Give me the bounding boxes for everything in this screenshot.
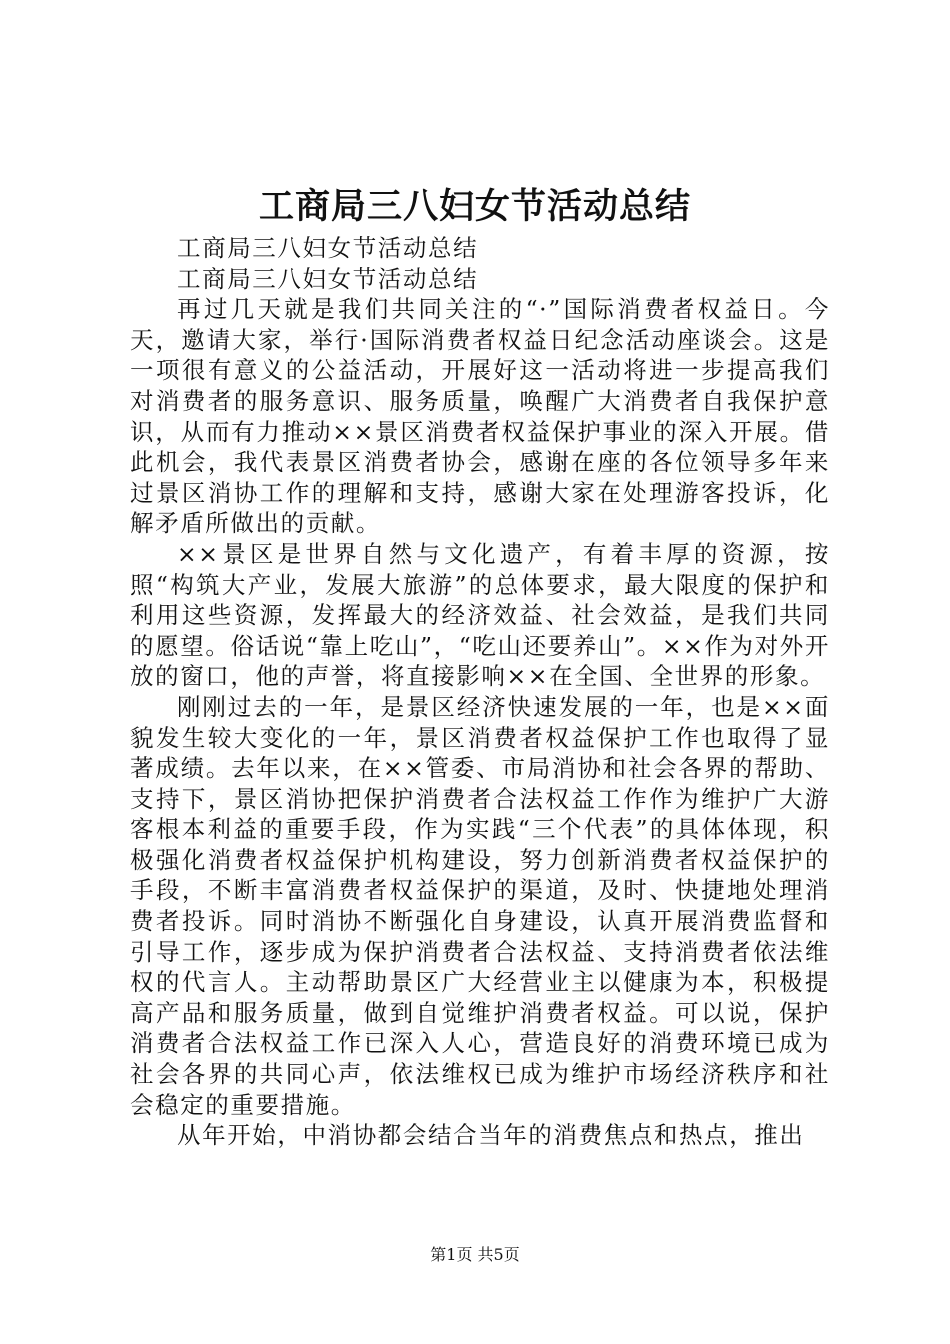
document-title: 工商局三八妇女节活动总结 — [258, 186, 691, 227]
paragraph-1: 再过几天就是我们共同关注的“·”国际消费者权益日。今天，邀请大家，举行·国际消费者权益日纪念活动座谈会。这是一项很有意义的公益活动，开展好这一活动将进一步提高我们对消费者的服务意识、服务质量，唤醒广大消费者自我保护意识，从而有力推动××景区消费者权益保护事业的深入开展。借此机会，我代表景区消费者协会，感谢在座的各位领导多年来过景区消协工作的理解和支持，感谢大家在处理游客投诉，化解矛盾所做出的贡献。 — [130, 295, 830, 538]
paragraph-3: 刚刚过去的一年，是景区经济快速发展的一年，也是××面貌发生较大变化的一年，景区消费者权益保护工作也取得了显著成绩。去年以来，在××管委、市局消协和社会各界的帮助、支持下，景区消协把保护消费者合法权益工作作为维护广大游客根本利益的重要手段，作为实践“三个代表”的具体体现，积极强化消费者权益保护机构建设，努力创新消费者权益保护的手段，不断丰富消费者权益保护的渠道，及时、快捷地处理消费者投诉。同时消协不断强化自身建设，认真开展消费监督和引导工作，逐步成为保护消费者合法权益、支持消费者依法维权的代言人。主动帮助景区广大经营业主以健康为本，积极提高产品和服务质量，做到自觉维护消费者权益。可以说，保护消费者合法权益工作已深入人心，营造良好的消费环境已成为社会各界的共同心声，依法维权已成为维护市场经济秩序和社会稳定的重要措施。 — [130, 692, 830, 1119]
paragraph-4: 从年开始，中消协都会结合当年的消费焦点和热点，推出 — [177, 1121, 805, 1150]
document-body — [130, 233, 830, 1151]
page-number-footer: 第1页 共5页 — [430, 1245, 520, 1264]
paragraph-subtitle-2: 工商局三八妇女节活动总结 — [177, 264, 479, 293]
paragraph-subtitle-1: 工商局三八妇女节活动总结 — [177, 234, 479, 262]
paragraph-2: ××景区是世界自然与文化遗产，有着丰厚的资源，按照“构筑大产业，发展大旅游”的总体要求，最大限度的保护和利用这些资源，发挥最大的经济效益、社会效益，是我们共同的愿望。俗话说“靠上吃山”，“吃山还要养山”。××作为对外开放的窗口，他的声誉，将直接影响××在全国、全世界的形象。 — [130, 539, 830, 691]
